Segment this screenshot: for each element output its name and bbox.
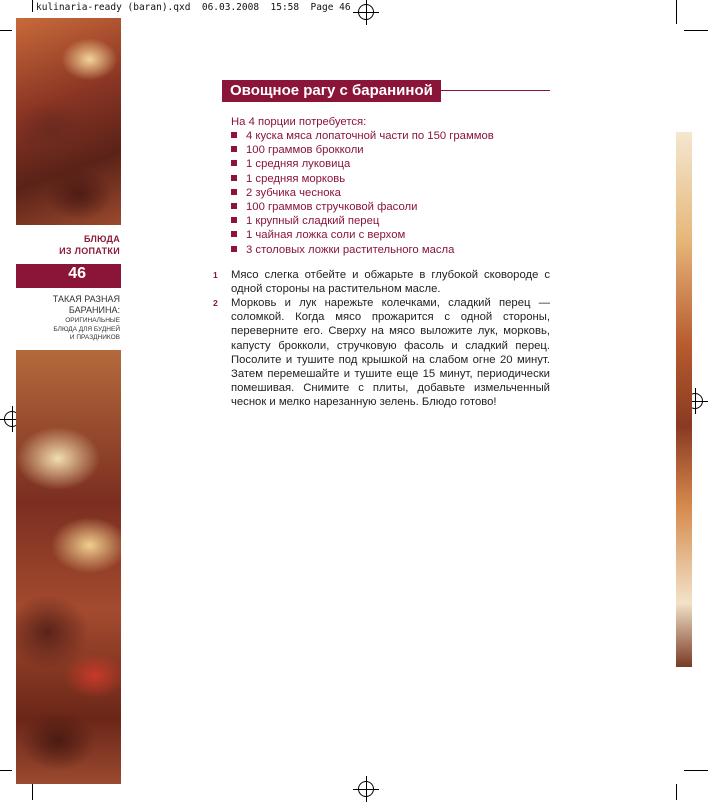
recipe-title: Овощное рагу с бараниной — [222, 80, 441, 102]
book-title — [0, 294, 120, 316]
crop-mark — [676, 784, 677, 800]
crop-mark — [684, 770, 708, 771]
step-number: 1 — [213, 270, 218, 280]
section-label — [0, 233, 120, 257]
book-subtitle — [0, 317, 120, 343]
ingredient-text: 2 зубчика чеснока — [246, 186, 341, 199]
bullet-icon — [231, 189, 237, 195]
ingredient-item — [231, 200, 494, 214]
bullet-icon — [231, 203, 237, 209]
ingredient-item — [231, 228, 494, 242]
bullet-icon — [231, 175, 237, 181]
food-photo-right-edge — [676, 132, 692, 667]
crop-mark — [0, 30, 12, 31]
crop-mark — [676, 0, 677, 24]
crop-mark — [32, 0, 33, 12]
page-number: 46 — [68, 265, 86, 282]
step-text: Морковь и лук нарежьте колечками, сладкий перец — соломкой. Когда мясо прожарится с одной стороны, переверните его. Сверху на мясо выложите лук, морковь, капусту брокколи, стручковую фасоль и сладкий перец. Посолите и тушите под крышкой на слабом огне 20 минут. Затем перемешайте и тушите еще 15 минут, периодически помешивая. Снимите с плиты, добавьте измельченный чеснок и мелко нарезанную зелень. Блюдо готово! — [231, 297, 550, 409]
ingredients-intro: На 4 порции потребуется: — [231, 116, 367, 128]
ingredient-text: 3 столовых ложки растительного масла — [246, 243, 455, 256]
bullet-icon — [231, 231, 237, 237]
step-number: 2 — [213, 298, 218, 308]
book-subtitle-line: БЛЮДА ДЛЯ БУДНЕЙ — [53, 325, 120, 333]
ingredient-text: 100 граммов брокколи — [246, 144, 364, 157]
bullet-icon — [231, 217, 237, 223]
ingredient-item — [231, 157, 494, 171]
ingredient-text: 1 средняя морковь — [246, 172, 346, 185]
food-photo-bottom — [16, 350, 121, 784]
crop-mark — [684, 30, 708, 31]
page-number-bar — [16, 264, 121, 288]
section-label-line: БЛЮДА — [83, 234, 120, 244]
registration-mark-icon — [358, 781, 374, 797]
bullet-icon — [231, 246, 237, 252]
book-title-line: БАРАНИНА: — [68, 305, 120, 315]
ingredient-text: 4 куска мяса лопаточной части по 150 граммов — [246, 130, 494, 142]
ingredients-list — [231, 129, 494, 257]
book-subtitle-line: ОРИГИНАЛЬНЫЕ — [65, 317, 120, 324]
ingredient-item — [231, 243, 494, 257]
bullet-icon — [231, 146, 237, 152]
ingredient-item — [231, 172, 494, 186]
step-text: Мясо слегка отбейте и обжарьте в глубокой сковороде с одной стороны на растительном масле. — [231, 269, 550, 296]
ingredient-text: 1 чайная ложка соли с верхом — [246, 229, 406, 242]
ingredient-text: 1 средняя луковица — [246, 158, 351, 171]
crop-mark — [0, 770, 12, 771]
ingredient-text: 1 крупный сладкий перец — [246, 215, 380, 228]
book-title-line: ТАКАЯ РАЗНАЯ — [52, 294, 120, 304]
bullet-icon — [231, 160, 237, 166]
bullet-icon — [231, 132, 237, 138]
book-subtitle-line: И ПРАЗДНИКОВ — [69, 334, 120, 341]
ingredient-text: 100 граммов стручковой фасоли — [246, 200, 418, 213]
registration-mark-icon — [358, 4, 374, 20]
ingredient-item — [231, 186, 494, 200]
food-photo-top — [16, 18, 121, 225]
section-label-line: ИЗ ЛОПАТКИ — [59, 246, 120, 256]
ingredient-item — [231, 129, 494, 143]
crop-mark — [32, 784, 33, 800]
print-slug: kulinaria-ready (baran).qxd 06.03.2008 15:58 Page 46 — [36, 2, 351, 13]
ingredient-item — [231, 214, 494, 228]
ingredient-item — [231, 143, 494, 157]
